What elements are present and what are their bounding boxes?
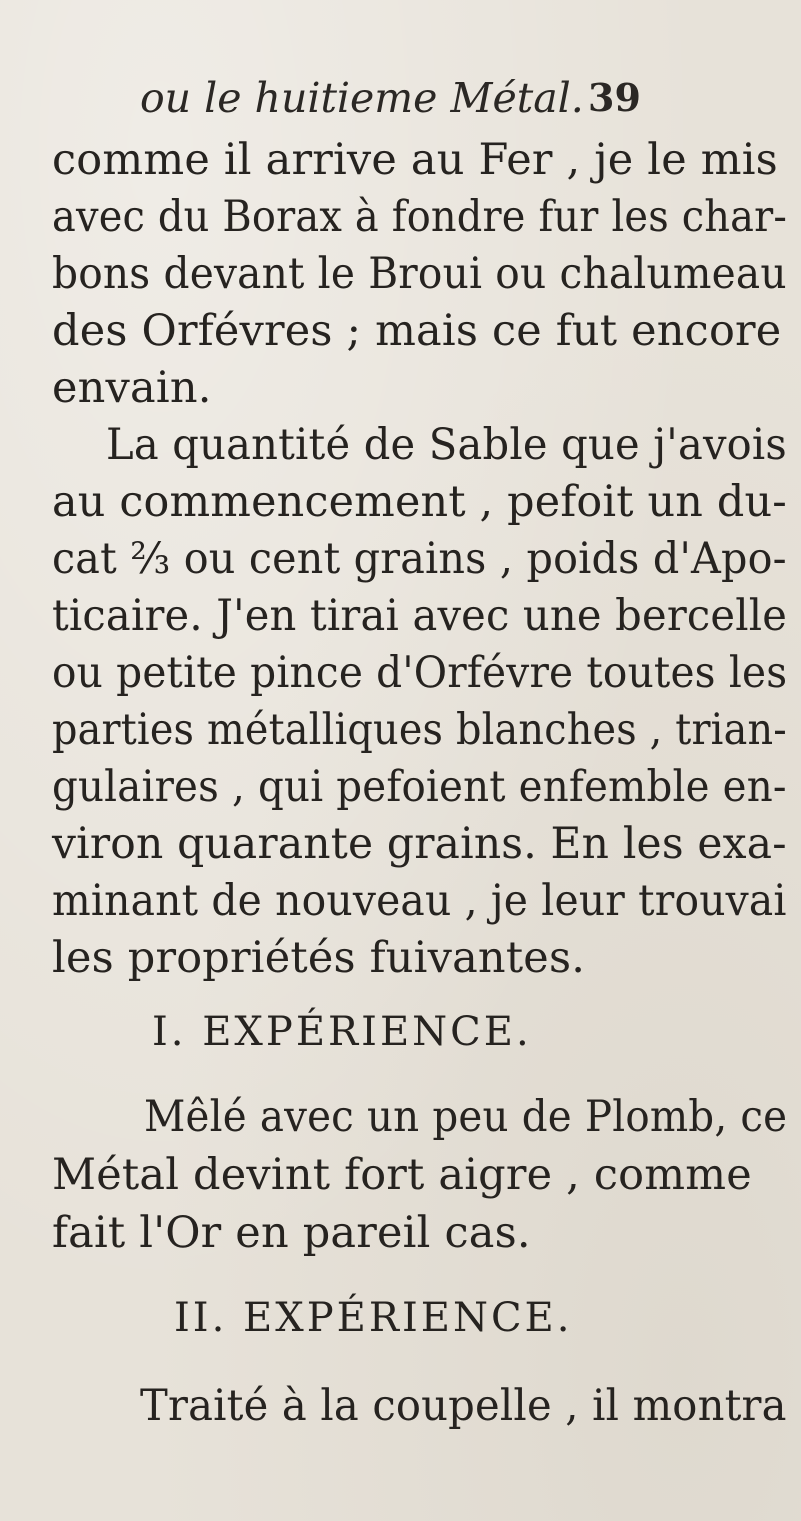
text-line: comme il arrive au Fer , je le mis [52, 135, 778, 185]
text-line: gulaires , qui pefoient enfemble en- [52, 762, 787, 812]
text-line: minant de nouveau , je leur trouvai [52, 876, 787, 926]
running-head-title: ou le huitieme Métal. [140, 74, 584, 122]
text-line: Traité à la coupelle , il montra [140, 1381, 787, 1431]
text-line: ticaire. J'en tirai avec une bercelle [52, 591, 788, 641]
text-line: avec du Borax à fondre fur les char- [52, 192, 788, 242]
text-line: fait l'Or en pareil cas. [52, 1208, 531, 1258]
section-heading: I. EXPÉRIENCE. [152, 1009, 532, 1055]
text-line: cat ⅔ ou cent grains , poids d'Apo- [52, 534, 787, 584]
text-line: les propriétés fuivantes. [52, 933, 586, 983]
text-line: bons devant le Broui ou chalumeau [52, 249, 787, 299]
text-line: des Orfévres ; mais ce fut encore [52, 306, 782, 356]
page-number: 39 [588, 75, 641, 120]
text-line: La quantité de Sable que j'avois [106, 420, 787, 470]
section-heading: II. EXPÉRIENCE. [174, 1295, 573, 1341]
running-head [140, 68, 660, 128]
text-line: au commencement , pefoit un du- [52, 477, 787, 527]
text-line: envain. [52, 363, 212, 413]
text-line: ou petite pince d'Orfévre toutes les [52, 648, 788, 698]
text-line: Mêlé avec un peu de Plomb, ce [144, 1092, 788, 1142]
text-line: viron quarante grains. En les exa- [52, 819, 787, 869]
text-line: Métal devint fort aigre , comme [52, 1150, 752, 1200]
text-line: parties métalliques blanches , trian- [52, 705, 787, 755]
